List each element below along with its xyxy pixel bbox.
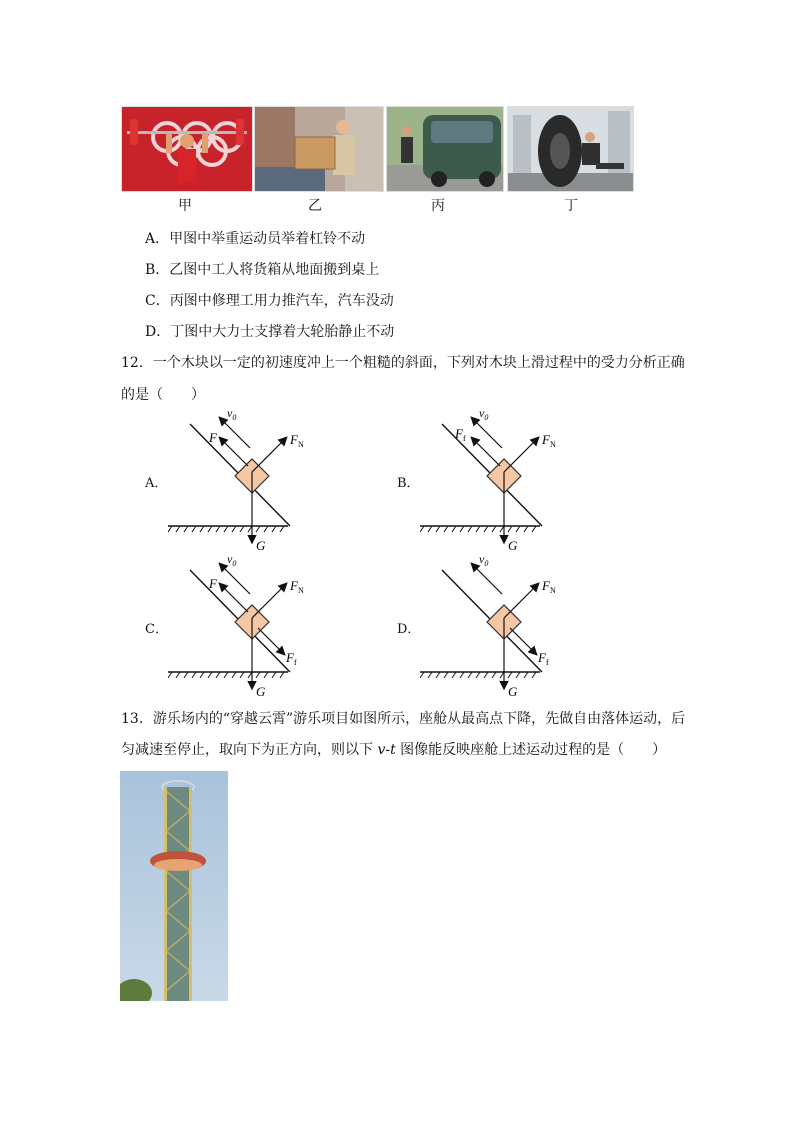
q12-stem-line1: 12．一个木块以一定的初速度冲上一个粗糙的斜面，下列对木块上滑过程中的受力分析正确 <box>121 355 685 371</box>
caption-ding: 丁 <box>564 198 578 214</box>
q11-option-a: A．甲图中举重运动员举着杠铃不动 <box>145 231 366 247</box>
label-v0: $v_0$ <box>479 552 489 568</box>
label-v0: $v_0$ <box>227 406 237 422</box>
q13-stem-line1: 13．游乐场内的“穿越云霄”游乐项目如图所示，座舱从最高点下降，先做自由落体运动，后 <box>121 711 686 727</box>
q12-diagram-a <box>168 404 308 554</box>
label-fn: $F_N$ <box>542 578 556 595</box>
photo-bing-pushing-car <box>386 106 504 192</box>
q12-option-d-label: D． <box>397 622 421 637</box>
label-fn: $F_N$ <box>290 432 304 449</box>
photo-ding-strongman-tire <box>507 106 634 192</box>
label-fn: $F_N$ <box>542 432 556 449</box>
q12-diagram-c <box>168 550 308 700</box>
label-f-friction: F <box>209 430 217 445</box>
q11-option-c: C．丙图中修理工用力推汽车，汽车没动 <box>145 293 394 309</box>
label-f: F <box>209 576 217 591</box>
label-g: G <box>508 684 518 699</box>
caption-yi: 乙 <box>308 198 322 214</box>
label-v0: $v_0$ <box>227 552 237 568</box>
q12-stem-line2: 的是（ ） <box>121 387 205 403</box>
q12-diagram-b <box>420 404 560 554</box>
label-ff: $F_f$ <box>286 650 297 667</box>
label-ff: $F_f$ <box>538 650 549 667</box>
label-g: G <box>256 684 266 699</box>
caption-bing: 丙 <box>431 198 445 214</box>
photo-jia-weightlifter <box>121 106 253 192</box>
label-ff: $F_f$ <box>455 426 466 443</box>
q12-option-c-label: C． <box>145 622 168 637</box>
q12-option-b-label: B． <box>397 476 420 491</box>
label-fn: $F_N$ <box>290 578 304 595</box>
label-v0: $v_0$ <box>479 406 489 422</box>
q11-option-d: D．丁图中大力士支撑着大轮胎静止不动 <box>145 324 395 340</box>
q11-option-b: B．乙图中工人将货箱从地面搬到桌上 <box>145 262 380 278</box>
label-g: G <box>256 538 266 553</box>
q13-vt-symbol: v-t <box>377 742 396 758</box>
photo-drop-tower <box>120 771 228 1001</box>
q13-text-a: 匀减速至停止，取向下为正方向，则以下 <box>121 742 378 758</box>
label-g: G <box>508 538 518 553</box>
caption-jia: 甲 <box>178 198 192 214</box>
q13-text-b: 图像能反映座舱上述运动过程的是（ ） <box>395 742 667 758</box>
photo-yi-worker-box <box>254 106 384 192</box>
q12-option-a-label: A． <box>145 476 168 491</box>
q12-diagram-d <box>420 550 560 700</box>
q13-stem-line2 <box>121 739 666 759</box>
